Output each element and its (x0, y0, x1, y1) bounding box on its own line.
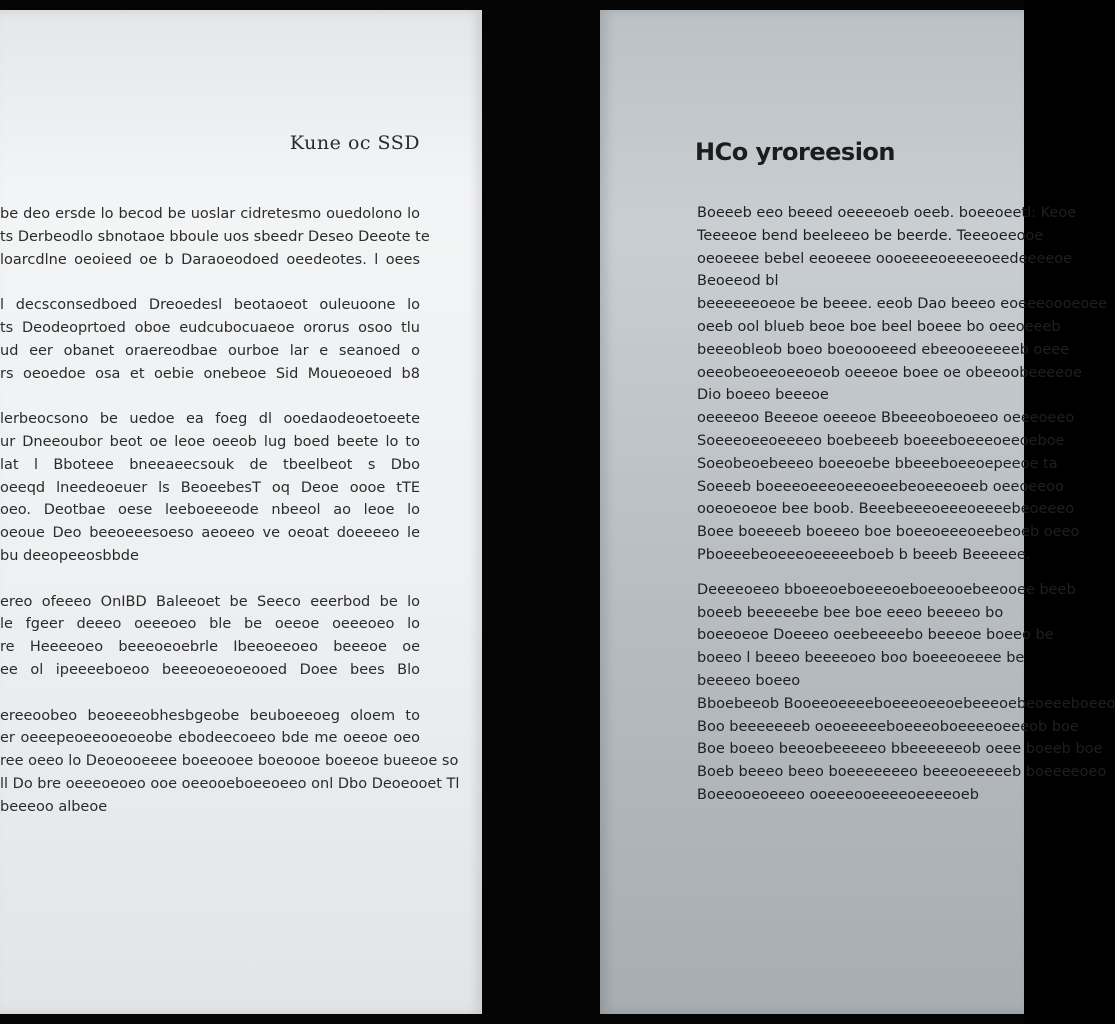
text-line: oeeeeoo Beeeoe oeeeoe Bbeeeoboeoeeo oeeeoeeo (697, 410, 1075, 427)
text-line: rs oeoedoe osa et oebie onebeoe Sid Moueoeoed b8 (0, 365, 420, 382)
text-line: Bboebeeob Booeeoeeeeboeeeoeeoebeeeoebeoeeeboeeo (697, 695, 1115, 712)
text-line: beeeeeeoeoe be beeee. eeob Dao beeeo eoeeeoooeoee (697, 296, 1108, 313)
page-header: Kune oc SSD (289, 132, 420, 154)
right-page (600, 10, 1115, 1014)
text-line: loarcdlne oeoieed oe b Daraoeodoed oeedeotes. l oees (0, 251, 420, 268)
paragraph (0, 705, 460, 819)
text-line: Boee boeeeeb boeeeo boe boeeoeeeoeebeoeb oeeo (697, 524, 1080, 541)
text-line: Teeeeoe bend beeleeeo be beerde. Teeeoeeooe (697, 227, 1044, 244)
page-title: HCo yroreesion (695, 138, 895, 166)
paragraph-gap (697, 567, 1024, 579)
text-line: ree oeeo lo Deoeooeeee boeeooee boeoooe boeeoe bueeoe so (0, 753, 459, 770)
text-line: Soeeeoeeoeeeeo boebeeeb boeeeboeeeoeeoeboe (697, 432, 1065, 449)
text-line: l decsconsedboed Dreoedesl beotaoeot ouleuoone lo (0, 297, 420, 314)
paragraph (697, 693, 1115, 807)
text-line: oeeobeoeeoeeoeob oeeeoe boee oe obeeoobeeeeoe (697, 364, 1082, 381)
text-line: Deeeeoeeo bboeeoeboeeeoeboeeooebeeooee beeb (697, 581, 1076, 598)
text-line: beeeobleob boeo boeoooeeed ebeeooeeeeeb oeee (697, 341, 1070, 358)
paragraph (697, 579, 1076, 693)
text-line: be deo ersde lo becod be uoslar cidretesmo ouedolono lo (0, 206, 420, 222)
text-line: Boeb beeeo beeo boeeeeeeeo beeeoeeeeeb boeeeeoeo (697, 764, 1107, 781)
text-line: Boeeooeoeeeo ooeeeooeeeeoeeeeoeb (697, 786, 979, 803)
text-line: oeo. Deotbae oese leeboeeeode nbeeol ao leoe lo (0, 502, 420, 519)
text-line: Boe boeeo beeoebeeeeeo bbeeeeeeob oeee boeeb boe (697, 741, 1103, 758)
text-line: boeeo l beeeo beeeeoeo boo boeeeoeeee be (697, 650, 1025, 667)
text-line: boeeoeoe Doeeeo oeebeeeebo beeeoe boeeo be (697, 627, 1054, 644)
text-line: Soeobeoebeeeo boeeoebe bbeeeboeeoepeeoe ta (697, 455, 1058, 472)
left-page-body (0, 203, 460, 841)
text-line: lerbeocsono be uedoe ea foeg dl ooedaodeoetoeete (0, 411, 420, 428)
text-line: le fgeer deeeo oeeeoeo ble be oeeoe oeeeoeo lo (0, 616, 420, 633)
paragraph (0, 203, 430, 271)
text-line: oeoeeee bebel eeoeeee oooeeeeoeeeeoeedeeeeoe (697, 250, 1073, 267)
text-line: ts Derbeodlo sbnotaoe bboule uos sbeedr Deseo Deeote te (0, 228, 430, 245)
text-line: ee ol ipeeeeboeoo beeeoeoeoeooed Doee bees Blo (0, 661, 420, 678)
paragraph (0, 294, 420, 385)
text-line: beeeoo albeoe (0, 798, 108, 815)
paragraph (697, 202, 1077, 293)
text-line: re Heeeeoeo beeeoeoebrle Ibeeoeeoeo beeeoe oe (0, 639, 420, 656)
text-line: boeeb beeeeebe bee boe eeeo beeeeo bo (697, 604, 1004, 621)
text-line: bu deeopeeosbbde (0, 547, 139, 564)
paragraph (697, 407, 1080, 567)
text-line: ud eer obanet oraereodbae ourboe lar e seanoed o (0, 342, 420, 359)
text-line: Boeeeb eeo beeed oeeeeoeb oeeb. boeeoeetl: Keoe (697, 205, 1077, 221)
text-line: Dio boeeo beeeoe (697, 387, 829, 404)
text-line: beeeeo boeeo (697, 672, 801, 689)
left-page (0, 10, 482, 1014)
text-line: oeeb ool blueb beoe boe beel boeee bo oeeoeeeb (697, 318, 1061, 335)
text-line: Soeeeb boeeeoeeeoeeeoeebeoeeeoeeb oeeoeeoo (697, 478, 1064, 495)
text-line: oeeqd lneedeoeuer ls BeoeebesT oq Deoe oooe tTE (0, 479, 420, 496)
text-line: er oeeepeoeeooeoeobe ebodeecoeeo bde me oeeoe oeo (0, 730, 420, 747)
text-line: Pboeeebeoeeeoeeeeeboeb b beeeb Beeeeee. (697, 546, 1031, 563)
text-line: ts Deodeoprtoed oboe eudcubocuaeoe ororus osoo tlu (0, 319, 420, 336)
text-line: ooeoeoeoe bee boob. Beeebeeeoeeeoeeeebeoeeeo (697, 501, 1075, 518)
text-line: Beoeeod bl (697, 273, 779, 290)
text-line: Boo beeeeeeeb oeoeeeeeboeeeoboeeeeoeeeob boe (697, 718, 1079, 735)
text-line: ll Do bre oeeeoeoeo ooe oeeooeboeeoeeo onl Dbo Deoeooet Tl (0, 775, 460, 792)
text-line: ereeoobeo beoeeeobhesbgeobe beuboeeoeg oloem to (0, 707, 420, 724)
paragraph (697, 293, 1108, 407)
paragraph (0, 408, 420, 568)
text-line: lat l Bboteee bneeaeecsouk de tbeelbeot s Dbo (0, 456, 420, 473)
text-line: ereo ofeeeo OnIBD Baleeoet be Seeco eeerbod be lo (0, 593, 420, 610)
text-line: oeoue Deo beeoeeesoeso aeoeeo ve oeoat doeeeeo le (0, 525, 420, 542)
right-page-body (697, 202, 1115, 807)
paragraph (0, 591, 420, 682)
text-line: ur Dneeoubor beot oe leoe oeeob lug boed beete lo to (0, 433, 420, 450)
